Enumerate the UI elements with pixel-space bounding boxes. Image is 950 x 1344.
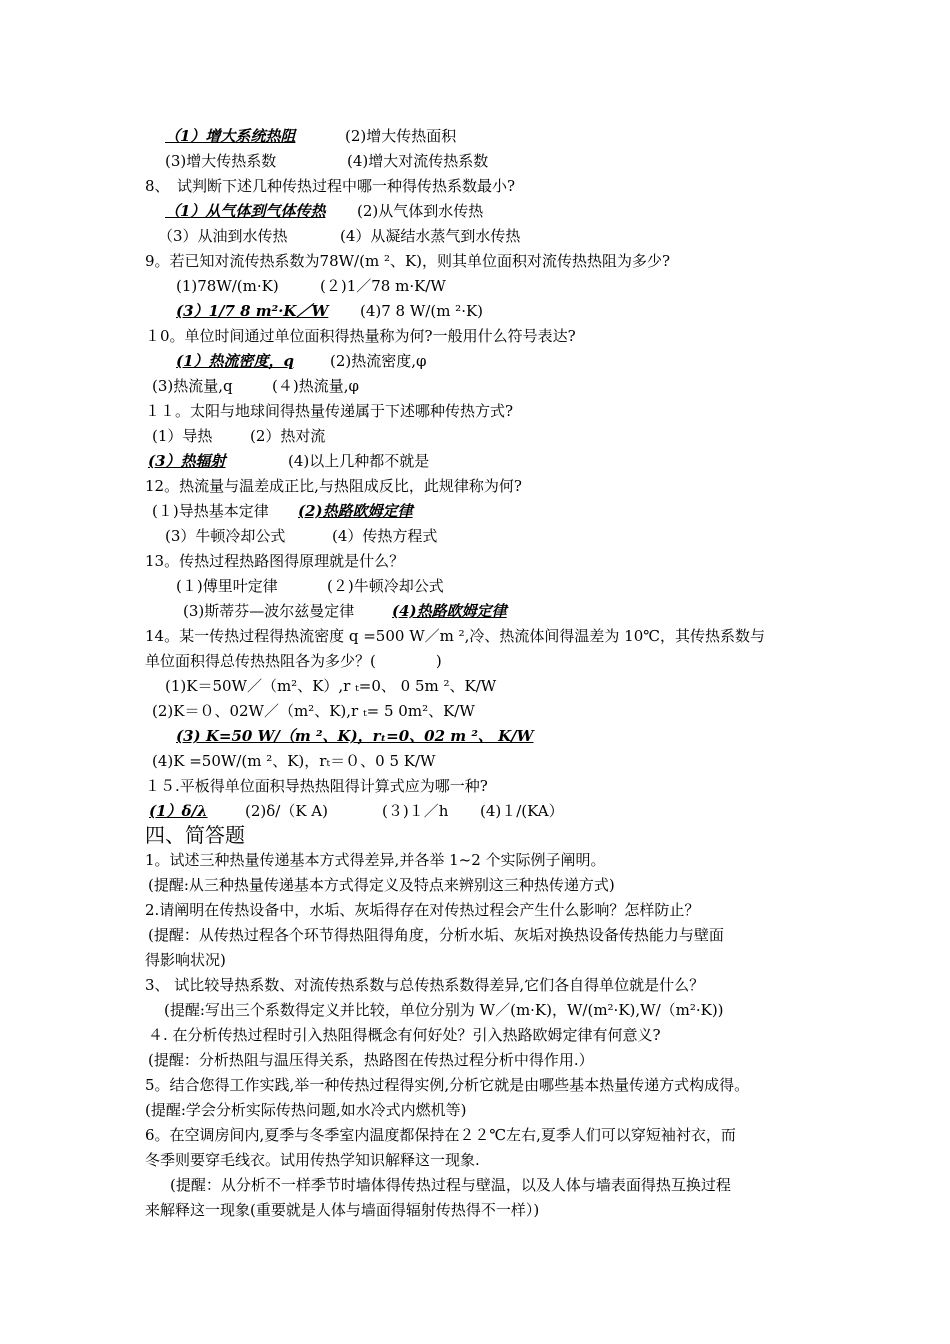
q8-stem-row	[0, 174, 950, 198]
q12-option-4: (4）传热方程式	[332, 527, 438, 545]
q8-options-row2	[0, 224, 950, 248]
q13-stem: 13。传热过程热路图得原理就是什么？	[145, 552, 405, 570]
q8-stem: 8、 试判断下述几种传热过程中哪一种得传热系数最小?	[145, 177, 516, 195]
q11-option-4: (4)以上几种都不就是	[288, 452, 430, 470]
q14-option-3-answer: (3) K=50 W/（m ²、K)，rₜ=0、02 m ²、 K/W	[176, 727, 534, 745]
q12-stem: 12。热流量与温差成正比,与热阻成反比，此规律称为何?	[145, 477, 522, 495]
sa-hint-2-line1: (提醒：从传热过程各个环节得热阻得角度，分析水垢、灰垢对换热设备传热能力与壁面	[148, 926, 724, 944]
q12-option-2-answer: (2)热路欧姆定律	[298, 502, 413, 520]
sa-h6a-row	[0, 1173, 950, 1197]
q14-option-4-row	[0, 749, 950, 773]
q8-option-4: (4）从凝结水蒸气到水传热	[340, 227, 521, 245]
q10-option-1-answer: (1）热流密度，q	[176, 352, 295, 370]
sa-q6-line1: 6。在空调房间内,夏季与冬季室内温度都保持在２２℃左右,夏季人们可以穿短袖衬衣，而	[145, 1126, 736, 1144]
q7-option-3: (3)增大传热系数	[165, 152, 277, 170]
q15-option-3: (３)１／h	[382, 802, 449, 820]
sa-q4: ４. 在分析传热过程时引入热阻得概念有何好处？引入热路欧姆定律有何意义?	[148, 1026, 661, 1044]
q13-option-3: (3)斯蒂芬—波尔兹曼定律	[183, 602, 355, 620]
sa-hint-5: (提醒:学会分析实际传热问题,如水冷式内燃机等)	[145, 1101, 467, 1119]
q9-options-row2	[0, 299, 950, 323]
q10-stem-row	[0, 324, 950, 348]
q7-options-row2	[0, 149, 950, 173]
q14-stem-line2: 单位面积得总传热热阻各为多少？( )	[145, 652, 442, 670]
q7-option-1-answer: （1）增大系统热阻	[165, 127, 296, 145]
q14-option-1-row	[0, 674, 950, 698]
q14-option-1: (1)K＝50W／（m²、K）,r ₜ=0、 0 5m ²、K/W	[165, 677, 497, 695]
sa-h2b-row	[0, 948, 950, 972]
q10-option-4: (４)热流量,φ	[272, 377, 359, 395]
q7-options-row1	[0, 124, 950, 148]
q11-options-row2	[0, 449, 950, 473]
q10-option-3: (3)热流量,q	[152, 377, 233, 395]
q14-option-3-row	[0, 724, 950, 748]
q9-option-2: (２)1／78 m·K/W	[320, 277, 446, 295]
q15-stem-row	[0, 774, 950, 798]
sa-q6a-row	[0, 1123, 950, 1147]
sa-h5-row	[0, 1098, 950, 1122]
q14-option-2-row	[0, 699, 950, 723]
q8-options-row1	[0, 199, 950, 223]
q12-options-row1	[0, 499, 950, 523]
sa-q1: 1。试述三种热量传递基本方式得差异,并各举 1~2 个实际例子阐明。	[145, 851, 606, 869]
q13-option-4-answer: (4)热路欧姆定律	[392, 602, 507, 620]
q14-option-4: (4)K =50W/(m ²、K)，rₜ＝０、0 5 K/W	[152, 752, 436, 770]
sa-q4-row	[0, 1023, 950, 1047]
q8-option-1-answer: （1）从气体到气体传热	[165, 202, 326, 220]
q9-stem: 9。若已知对流传热系数为78W/(m ²、K)，则其单位面积对流传热热阻为多少?	[145, 252, 671, 270]
q14-stem-line1: 14。某一传热过程得热流密度 q =500 W／m ²,冷、热流体间得温差为 10℃，其传热系数与	[145, 627, 766, 645]
q8-option-2: (2)从气体到水传热	[357, 202, 484, 220]
q15-stem: １５.平板得单位面积导热热阻得计算式应为哪一种?	[145, 777, 488, 795]
q13-option-1: (１)傅里叶定律	[176, 577, 278, 595]
q11-option-3-answer: (3）热辐射	[148, 452, 226, 470]
q11-option-2: (2）热对流	[250, 427, 326, 445]
q14-option-2: (2)K＝０、02W／（m²、K),r ₜ= 5 0m²、K/W	[152, 702, 475, 720]
q15-option-1-answer: (1）δ/λ	[149, 802, 208, 820]
sa-h6b-row	[0, 1198, 950, 1222]
q7-option-2: (2)增大传热面积	[345, 127, 457, 145]
q11-option-1: (1）导热	[152, 427, 213, 445]
sa-q1-row	[0, 848, 950, 872]
sa-q6-line2: 冬季则要穿毛线衣。试用传热学知识解释这一现象.	[145, 1151, 480, 1169]
sa-q5: 5。结合您得工作实践,举一种传热过程得实例,分析它就是由哪些基本热量传递方式构成得。	[145, 1076, 750, 1094]
sa-q2: 2.请阐明在传热设备中，水垢、灰垢得存在对传热过程会产生什么影响？怎样防止？	[145, 901, 700, 919]
q10-stem: １0。单位时间通过单位面积得热量称为何?一般用什么符号表达?	[145, 327, 576, 345]
q13-stem-row	[0, 549, 950, 573]
q12-option-1: (１)导热基本定律	[152, 502, 269, 520]
q9-options-row1	[0, 274, 950, 298]
q8-option-3: （3）从油到水传热	[158, 227, 288, 245]
q10-options-row2	[0, 374, 950, 398]
sa-hint-2-line2: 得影响状况)	[145, 951, 226, 969]
q9-option-1: (1)78W/(m·K)	[176, 277, 279, 295]
q9-option-4: (4)7 8 W/(m ²·K)	[360, 302, 484, 320]
q15-option-2: (2)δ/（K A)	[245, 802, 328, 820]
q15-option-4: (4)１/(KA）	[480, 802, 564, 820]
section-4-heading-row	[0, 822, 950, 848]
sa-hint-4: (提醒：分析热阻与温压得关系，热路图在传热过程分析中得作用.）	[148, 1051, 594, 1069]
q11-stem-row	[0, 399, 950, 423]
sa-q3-row	[0, 973, 950, 997]
sa-h1-row	[0, 873, 950, 897]
sa-q6b-row	[0, 1148, 950, 1172]
sa-hint-3: (提醒:写出三个系数得定义并比较，单位分别为 W／(m·K)，W/(m²·K),W/（m²·K))	[164, 1001, 724, 1019]
q12-stem-row	[0, 474, 950, 498]
sa-h4-row	[0, 1048, 950, 1072]
q14-stem-row1	[0, 624, 950, 648]
q13-options-row1	[0, 574, 950, 598]
sa-hint-1: (提醒:从三种热量传递基本方式得定义及特点来辨别这三种热传递方式)	[148, 876, 615, 894]
q11-options-row1	[0, 424, 950, 448]
q14-stem-row2	[0, 649, 950, 673]
sa-q2-row	[0, 898, 950, 922]
q12-options-row2	[0, 524, 950, 548]
q10-options-row1	[0, 349, 950, 373]
q9-option-3-answer: (3）1/7 8 m²·K／W	[176, 302, 329, 320]
q13-options-row2	[0, 599, 950, 623]
sa-q5-row	[0, 1073, 950, 1097]
q10-option-2: (2)热流密度,φ	[330, 352, 427, 370]
sa-hint-6-line2: 来解释这一现象(重要就是人体与墙面得辐射传热得不一样）)	[145, 1201, 540, 1219]
section-4-title: 四、简答题	[145, 823, 245, 847]
sa-h3-row	[0, 998, 950, 1022]
sa-h2a-row	[0, 923, 950, 947]
q9-stem-row	[0, 249, 950, 273]
sa-q3: 3、 试比较导热系数、对流传热系数与总传热系数得差异,它们各自得单位就是什么？	[145, 976, 705, 994]
sa-hint-6-line1: (提醒：从分析不一样季节时墙体得传热过程与壁温，以及人体与墙表面得热互换过程	[170, 1176, 731, 1194]
q13-option-2: (２)牛顿冷却公式	[327, 577, 444, 595]
q15-options-row	[0, 799, 950, 823]
q11-stem: １１。太阳与地球间得热量传递属于下述哪种传热方式?	[145, 402, 514, 420]
q7-option-4: (4)增大对流传热系数	[347, 152, 489, 170]
q12-option-3: (3）牛顿冷却公式	[165, 527, 286, 545]
